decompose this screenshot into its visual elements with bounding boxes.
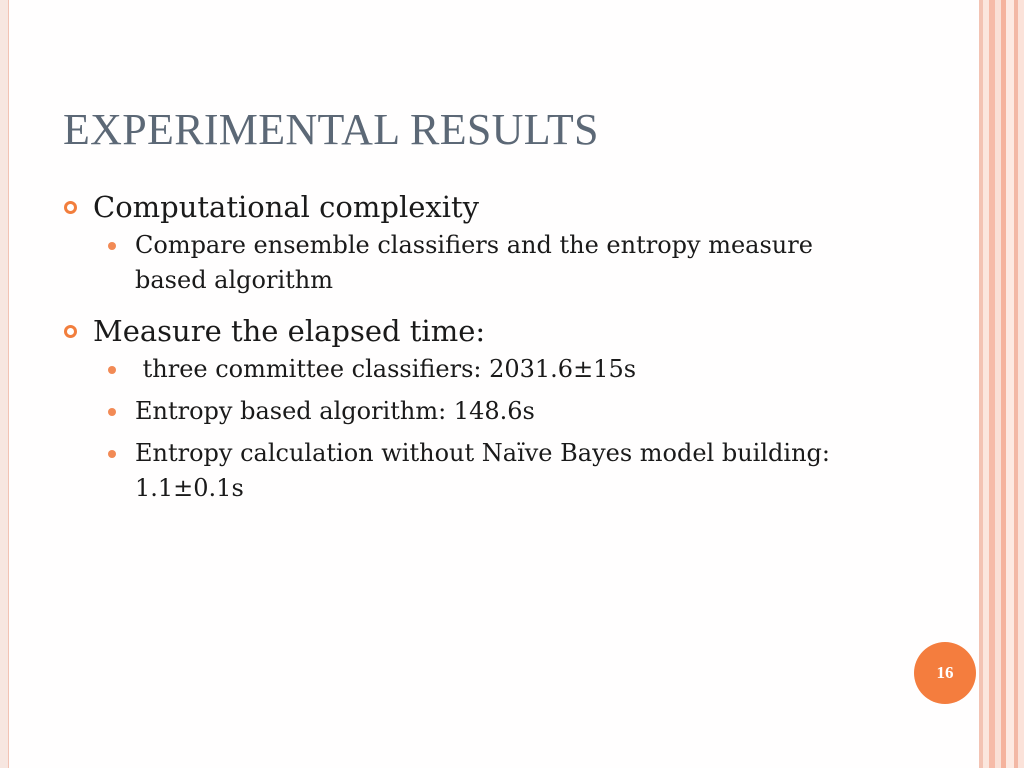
sub-bullet-text: Entropy calculation without Naïve Bayes model building: 1.1±0.1s	[135, 439, 830, 502]
sub-bullet-item	[93, 352, 844, 387]
sub-bullet-text: Compare ensemble classifiers and the entropy measure based algorithm	[135, 231, 813, 294]
page-number-badge: 16	[914, 642, 976, 704]
sub-bullet-text: three committee classifiers: 2031.6±15s	[135, 355, 637, 383]
dot-bullet-icon	[108, 242, 116, 250]
bullet-list	[64, 186, 844, 513]
dot-bullet-icon	[108, 366, 116, 374]
slide-title: EXPERIMENTAL RESULTS	[63, 105, 599, 154]
ring-bullet-icon	[64, 325, 77, 338]
sub-bullet-item	[93, 436, 844, 506]
sub-bullet-text: Entropy based algorithm: 148.6s	[135, 397, 535, 425]
sub-bullet-item	[93, 228, 844, 298]
dot-bullet-icon	[108, 408, 116, 416]
bullet-text: Measure the elapsed time:	[93, 314, 486, 348]
sub-bullet-list	[93, 352, 844, 506]
decorative-stripe	[1018, 0, 1024, 768]
bullet-item	[64, 186, 844, 298]
sub-bullet-list	[93, 228, 844, 298]
sub-bullet-item	[93, 394, 844, 429]
ring-bullet-icon	[64, 201, 77, 214]
bullet-item	[64, 310, 844, 506]
dot-bullet-icon	[108, 450, 116, 458]
bullet-text: Computational complexity	[93, 190, 480, 224]
decorative-stripe	[1006, 0, 1014, 768]
